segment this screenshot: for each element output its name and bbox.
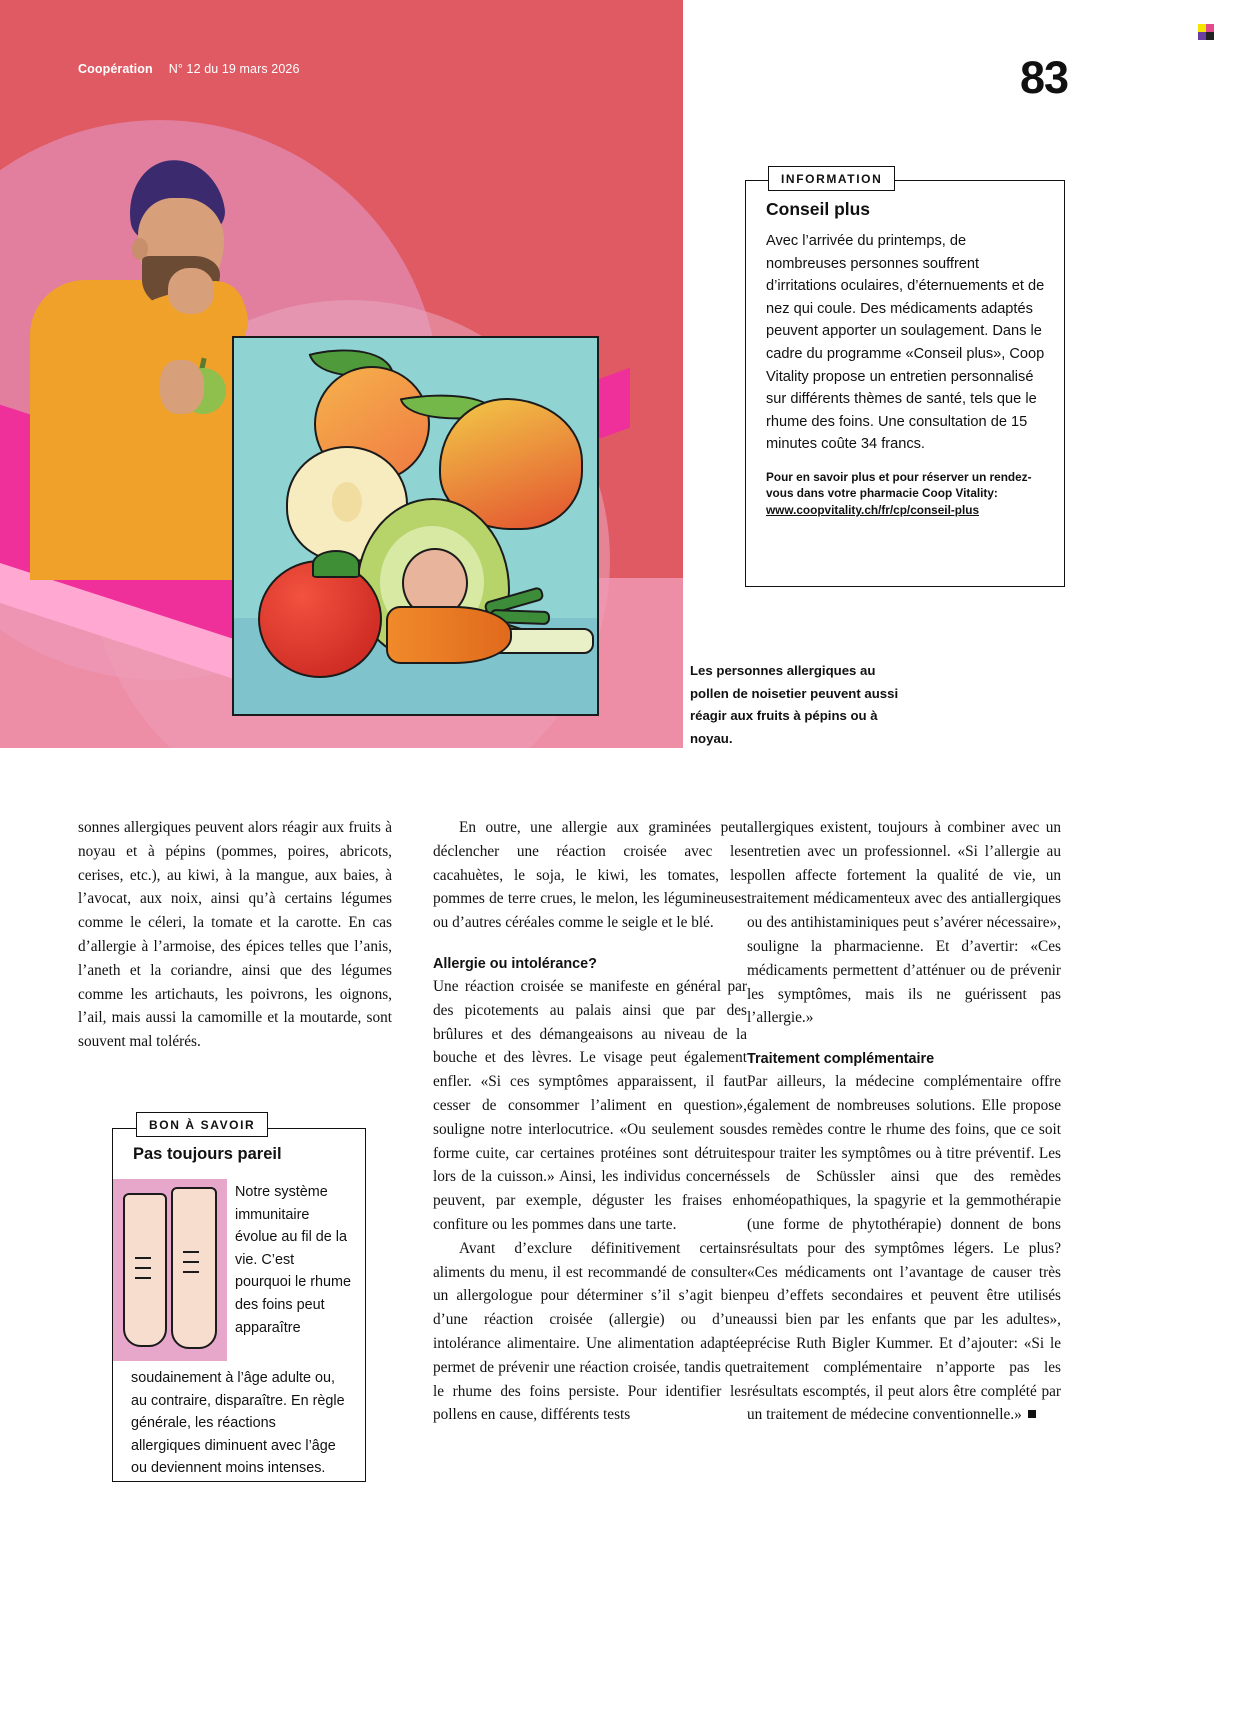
column3-subheading-1: Traitement complémentaire [747, 1051, 935, 1068]
color-registration-marks-icon [1198, 24, 1214, 40]
information-box [745, 180, 1065, 587]
tomato-icon [258, 560, 382, 678]
person-hand-lower [160, 360, 204, 414]
column1-paragraph-1: sonnes allergiques peuvent alors réagir aux fruits à noyau et à pépins (pommes, poires, abricots, cerises, etc.), au kiwi, à la mangue, aux baies, à l’avocat, aux noix, ainsi qu’à certains légumes comme le céleri, la tomate et la carotte. En cas d’allergie à l’armoise, des épices telles que l’anis, l’aneth et la coriandre, ainsi que des légumes comme les artichauts, les poivrons, les oignons, l’ail, mais aussi la camomille et la moutarde, sont souvent mal tolérés. [78, 819, 392, 1051]
info-box-body: Avec l’arrivée du printemps, de nombreuses personnes souffrent d’irritations oculaires, d’éternuements et de nez qui coule. Des médicaments adaptés peuvent apporter un soulagement. Dans le cadre du programme «Conseil plus», Coop Vitality propose un entretien personnalisé sur différents thèmes de santé, tels que le rhume des foins. Une consultation de 15 minutes coûte 34 francs. [766, 233, 1045, 453]
bon-box-heading: Pas toujours pareil [133, 1145, 282, 1163]
person-hand-upper [168, 268, 214, 314]
column2-paragraph-3: Avant d’exclure définitivement certains aliments du menu, il est recommandé de consulter un allergologue pour déterminer s’il s’agit bien d’une réaction croisée (allergie) ou d’une intolérance alimentaire. Une alimentation adaptée permet de prévenir une réaction croisée, tandis que le rhume des foins persiste. Pour identifier les pollens en cause, différents tests [433, 1239, 747, 1424]
end-of-article-mark-icon [1028, 1410, 1036, 1418]
text-column-3 [747, 816, 1061, 1427]
info-box-footer [766, 469, 1048, 518]
information-badge: INFORMATION [768, 166, 895, 191]
apple-core-icon [332, 482, 362, 522]
arm-right [171, 1187, 217, 1349]
info-box-footer-text: Pour en savoir plus et pour réserver un rendez-vous dans votre pharmacie Coop Vitality: [766, 469, 1032, 501]
tomato-leaf-icon [312, 550, 360, 578]
info-box-heading: Conseil plus [766, 199, 871, 219]
column2-paragraph-1: En outre, une allergie aux graminées peut déclencher une réaction croisée avec les cacahuètes, le soja, le kiwi, les tomates, les pommes de terre crues, le melon, les légumineuses ou d’autres céréales comme le seigle et le blé. [433, 819, 747, 932]
page-number: 83 [1019, 52, 1068, 103]
carrot-icon [386, 606, 512, 664]
hero-illustration [0, 0, 683, 748]
text-column-2 [433, 816, 747, 1427]
arms-illustration [113, 1179, 227, 1361]
text-column-1 [78, 816, 392, 1054]
bon-box-text-top: Notre système immunitaire évolue au fil de la vie. C’est pourquoi le rhume des foins peut apparaître [235, 1184, 351, 1336]
column3-paragraph-1: allergiques existent, toujours à combiner avec un entretien avec un professionnel. «Si l’allergie au pollen affecte fortement la qualité de vie, un traitement médicamenteux avec des antiallergiques ou des antihistaminiques peut s’avérer nécessaire», souligne la pharmacienne. Et d’avertir: «Ces médicaments permettent d’atténuer ou de prévenir les symptômes, mais ils ne guérissent pas l’allergie.» [747, 819, 1061, 1027]
publication-name: Coopération [78, 62, 153, 76]
column2-subheading-1: Allergie ou intolérance? [433, 955, 597, 972]
bon-a-savoir-box [112, 1128, 366, 1482]
masthead [78, 62, 300, 76]
still-life-frame [232, 336, 599, 716]
issue-label: N° 12 du 19 mars 2026 [168, 62, 300, 76]
column3-paragraph-2-text: Par ailleurs, la médecine complémentaire offre également de nombreuses solutions. Elle propose des remèdes contre le rhume des foins, que ce soit pour traiter les symptômes ou à titre préventif. Les sels de Schüssler ainsi que des remèdes homéopathiques, la spagyrie et la gemmothérapie (une forme de phytothérapie) donnent de bons résultats pour des symptômes légers. Le plus? «Ces médicaments ont l’avantage de causer très peu d’effets secondaires et peuvent être utilisés aussi bien par les enfants que par les adultes», précise Ruth Bigler Kummer. Et d’ajouter: «Si le traitement complémentaire n’apporte pas les résultats escomptés, il peut alors être complété par un traitement de médecine conventionnelle.» [747, 1073, 1061, 1424]
arm-left [123, 1193, 167, 1347]
person-illustration [10, 160, 260, 580]
image-caption: Les personnes allergiques au pollen de noisetier peuvent aussi réagir aux fruits à pépins ou à noyau. [690, 663, 899, 746]
bon-box-text-bottom: soudainement à l’âge adulte ou, au contraire, disparaître. En règle générale, les réactions allergiques diminuent avec l’âge ou deviennent moins intenses. [131, 1370, 345, 1477]
column2-paragraph-2: Une réaction croisée se manifeste en général par des picotements au palais ainsi que par des brûlures et des démangeaisons au niveau de la bouche et des lèvres. Le visage peut également enfler. «Si ces symptômes apparaissent, il faut cesser de consommer l’aliment en question», souligne notre interlocutrice. «Ou seulement sous forme cuite, car certaines protéines sont détruites lors de la cuisson.» Ainsi, les individus concernés peuvent, par exemple, déguster les fraises en confiture ou les pommes dans une tarte. [433, 977, 747, 1233]
column3-paragraph-2 [747, 1070, 1061, 1427]
bon-a-savoir-badge: BON À SAVOIR [136, 1112, 268, 1137]
conseil-plus-link[interactable]: www.coopvitality.ch/fr/cp/conseil-plus [766, 502, 980, 517]
